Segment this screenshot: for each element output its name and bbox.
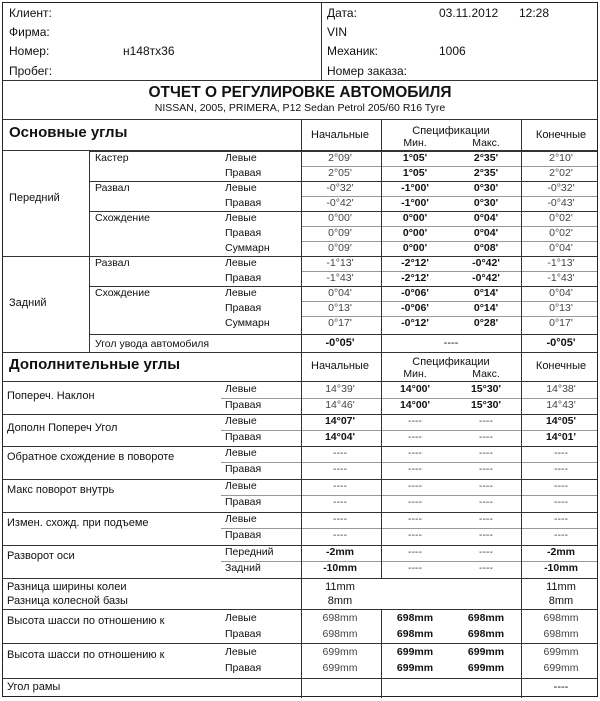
main-row-final: -0°43' <box>547 197 575 209</box>
extra-row-rule <box>221 398 597 399</box>
main-row-rule <box>301 226 597 227</box>
main-row-min: -2°12' <box>401 257 429 269</box>
thrust-final: -0°05' <box>546 337 576 349</box>
main-row-rule <box>301 166 597 167</box>
report-subtitle: NISSAN, 2005, PRIMERA, P12 Sedan Petrol 205/60 R16 Tyre <box>154 102 446 114</box>
extra-row-max: ---- <box>479 447 493 459</box>
height-row-max: 699mm <box>467 646 505 658</box>
height-row-initial: 699mm <box>322 662 358 674</box>
track-diff-final: 11mm <box>546 581 576 593</box>
main-row-initial: 0°09' <box>328 227 352 239</box>
height-row-min: 698mm <box>396 628 434 640</box>
main-col-initial: Начальные <box>311 129 369 141</box>
main-row-rule <box>301 241 597 242</box>
wheelbase-diff-final: 8mm <box>548 595 574 607</box>
height-row-side: Левые <box>225 612 257 624</box>
main-row-initial: 0°13' <box>328 302 352 314</box>
extra-row-initial: 14°39' <box>325 383 355 395</box>
main-row-max: 0°14' <box>473 287 499 299</box>
main-group-rule <box>3 256 597 257</box>
extra-row-final: ---- <box>554 463 568 475</box>
extra-row-rule <box>221 528 597 529</box>
extra-row-initial: 14°07' <box>324 415 356 427</box>
extra-row-final: ---- <box>554 529 568 541</box>
main-row-min: -0°12' <box>401 317 429 329</box>
main-row-side: Левые <box>225 182 257 194</box>
height-group-rule <box>3 643 597 644</box>
extra-group-rule <box>3 545 597 546</box>
main-row-initial: 0°00' <box>328 212 352 224</box>
mechanic-label: Механик: <box>327 44 378 58</box>
extra-row-final: -10mm <box>544 562 578 574</box>
extra-row-min: ---- <box>408 546 422 558</box>
col-line-spec-b <box>381 609 382 698</box>
extra-group-label: Разворот оси <box>7 550 75 562</box>
extra-row-initial: 14°04' <box>324 431 356 443</box>
main-row-side: Правая <box>225 272 262 284</box>
extra-row-final: ---- <box>554 447 568 459</box>
main-row-max: -0°42' <box>472 257 500 269</box>
main-row-min: 1°05' <box>402 152 428 164</box>
main-row-initial: -0°32' <box>326 182 354 194</box>
report-title: ОТЧЕТ О РЕГУЛИРОВКЕ АВТОМОБИЛЯ <box>148 84 452 101</box>
extra-row-side: Левые <box>225 383 257 395</box>
time-value: 12:28 <box>519 6 550 20</box>
extra-col-final: Конечные <box>535 360 587 372</box>
main-row-side: Правая <box>225 227 262 239</box>
main-row-side: Левые <box>225 287 257 299</box>
main-row-min: 0°00' <box>402 227 428 239</box>
height-row-side: Левые <box>225 646 257 658</box>
col-line-final-b <box>521 578 522 698</box>
extra-row-min: ---- <box>408 480 422 492</box>
height-group-label: Высота шасси по отношению к <box>7 615 165 627</box>
extra-row-side: Правая <box>225 529 262 541</box>
extra-row-final: ---- <box>554 480 568 492</box>
main-row-group: Развал <box>95 257 130 269</box>
extra-row-final: 14°38' <box>546 383 576 395</box>
extra-row-side: Левые <box>225 447 257 459</box>
main-row-initial: 0°04' <box>328 287 352 299</box>
main-row-group: Развал <box>95 182 130 194</box>
main-row-initial: 2°05' <box>328 167 352 179</box>
mileage-label: Пробег: <box>9 64 53 78</box>
main-row-max: 0°08' <box>473 242 499 254</box>
number-value: н148тх36 <box>123 44 175 58</box>
front-label: Передний <box>9 192 60 204</box>
extra-row-min: ---- <box>408 447 422 459</box>
client-label: Клиент: <box>9 6 52 20</box>
extra-group-label: Макс поворот внутрь <box>7 484 115 496</box>
rear-label: Задний <box>9 297 47 309</box>
extra-row-min: ---- <box>408 529 422 541</box>
extra-col-spec: Спецификации <box>412 356 490 368</box>
height-row-final: 698mm <box>543 612 579 624</box>
extra-row-initial: ---- <box>333 463 347 475</box>
height-row-max: 698mm <box>467 612 505 624</box>
main-row-side: Правая <box>225 302 262 314</box>
extra-row-side: Правая <box>225 431 262 443</box>
main-row-min: 0°00' <box>402 212 428 224</box>
height-group-rule <box>3 609 597 610</box>
extra-group-label: Попереч. Наклон <box>7 390 95 402</box>
extra-row-side: Правая <box>225 463 262 475</box>
main-row-min: -0°06' <box>401 287 429 299</box>
main-row-side: Левые <box>225 212 257 224</box>
main-row-side: Левые <box>225 257 257 269</box>
frame-top-rule <box>3 678 597 679</box>
firm-label: Фирма: <box>9 25 50 39</box>
header-divider <box>321 3 322 80</box>
main-row-max: 2°35' <box>473 152 499 164</box>
extra-row-final: -2mm <box>546 546 575 558</box>
thrust-label: Угол увода автомобиля <box>95 338 210 350</box>
order-label: Номер заказа: <box>327 64 408 78</box>
main-row-side: Правая <box>225 167 262 179</box>
main-row-initial: 0°17' <box>328 317 352 329</box>
main-row-max: 0°30' <box>473 197 499 209</box>
main-row-max: 0°14' <box>473 302 499 314</box>
extra-col-initial: Начальные <box>311 360 369 372</box>
extra-group-rule <box>3 414 597 415</box>
track-diff-initial: 11mm <box>325 581 355 593</box>
extra-row-max: 15°30' <box>470 399 502 411</box>
extra-row-side: Передний <box>225 546 274 558</box>
extra-section-title: Дополнительные углы <box>9 356 181 373</box>
extra-row-initial: ---- <box>333 480 347 492</box>
col-line-final <box>521 119 522 578</box>
main-row-rule <box>301 301 597 302</box>
main-row-group: Кастер <box>95 152 129 164</box>
height-group-label: Высота шасси по отношению к <box>7 649 165 661</box>
extra-row-initial: ---- <box>333 496 347 508</box>
extra-group-label: Измен. схожд. при подъеме <box>7 517 149 529</box>
extra-row-final: ---- <box>554 513 568 525</box>
main-row-initial: 0°09' <box>328 242 352 254</box>
extra-row-final: ---- <box>554 496 568 508</box>
alignment-report <box>2 2 598 697</box>
thrust-initial: -0°05' <box>325 337 355 349</box>
main-row-final: 0°02' <box>549 212 573 224</box>
extra-group-rule <box>3 512 597 513</box>
main-row-final: -1°13' <box>547 257 575 269</box>
main-row-final: 0°17' <box>549 317 573 329</box>
main-row-initial: -1°13' <box>326 257 354 269</box>
main-row-min: 0°00' <box>402 242 428 254</box>
extra-row-side: Левые <box>225 513 257 525</box>
extra-row-min: ---- <box>408 562 422 574</box>
main-row-final: 0°04' <box>549 242 573 254</box>
extra-row-min: ---- <box>408 496 422 508</box>
extra-row-max: ---- <box>479 513 493 525</box>
main-row-max: -0°42' <box>472 272 500 284</box>
main-row-max: 0°04' <box>473 212 499 224</box>
main-row-final: -0°32' <box>547 182 575 194</box>
main-row-max: 2°35' <box>473 167 499 179</box>
main-row-side: Правая <box>225 197 262 209</box>
extra-row-rule <box>221 430 597 431</box>
extra-row-side: Правая <box>225 496 262 508</box>
col-line-initial <box>301 119 302 578</box>
main-row-min: -1°00' <box>401 182 429 194</box>
main-row-min: -2°12' <box>401 272 429 284</box>
height-row-max: 699mm <box>467 662 505 674</box>
main-row-initial: -0°42' <box>326 197 354 209</box>
main-row-group: Схождение <box>95 287 150 299</box>
main-row-initial: -1°43' <box>326 272 354 284</box>
title-bottom-rule <box>3 119 597 120</box>
extra-row-max: ---- <box>479 415 493 427</box>
extra-row-max: 15°30' <box>470 383 502 395</box>
extra-row-initial: ---- <box>333 513 347 525</box>
main-row-max: 0°30' <box>473 182 499 194</box>
frame-angle-label: Угол рамы <box>7 681 61 693</box>
date-value: 03.11.2012 <box>439 6 499 20</box>
extra-row-max: ---- <box>479 463 493 475</box>
main-row-side: Левые <box>225 152 257 164</box>
extra-group-rule <box>3 446 597 447</box>
extra-row-rule <box>221 495 597 496</box>
main-row-rule <box>301 196 597 197</box>
main-row-final: 2°10' <box>549 152 573 164</box>
extra-row-initial: -2mm <box>325 546 354 558</box>
extra-row-min: ---- <box>408 513 422 525</box>
extra-row-max: ---- <box>479 431 493 443</box>
extra-row-max: ---- <box>479 496 493 508</box>
main-col-min: Мин. <box>403 137 427 149</box>
thrust-spec: ---- <box>443 337 459 349</box>
extra-col-max: Макс. <box>472 368 500 380</box>
extra-row-final: 14°43' <box>546 399 576 411</box>
extra-row-side: Левые <box>225 415 257 427</box>
extra-row-initial: ---- <box>333 529 347 541</box>
track-diff-label: Разница ширины колеи <box>7 581 127 593</box>
extra-row-max: ---- <box>479 529 493 541</box>
extra-row-side: Правая <box>225 399 262 411</box>
main-col-final: Конечные <box>535 129 587 141</box>
frame-angle-final: ---- <box>553 681 569 693</box>
extra-row-max: ---- <box>479 546 493 558</box>
extra-row-side: Левые <box>225 480 257 492</box>
height-row-side: Правая <box>225 662 262 674</box>
extra-group-label: Дополн Попереч Угол <box>7 422 118 434</box>
main-row-final: -1°43' <box>547 272 575 284</box>
extra-row-final: 14°05' <box>545 415 577 427</box>
extra-row-initial: -10mm <box>323 562 357 574</box>
main-row-max: 0°28' <box>473 317 499 329</box>
main-col-max: Макс. <box>472 137 500 149</box>
wheelbase-diff-initial: 8mm <box>327 595 353 607</box>
main-row-min: -0°06' <box>401 302 429 314</box>
extra-row-min: 14°00' <box>399 399 431 411</box>
extra-group-rule <box>3 479 597 480</box>
main-row-group: Схождение <box>95 212 150 224</box>
height-row-final: 699mm <box>543 662 579 674</box>
height-row-min: 699mm <box>396 662 434 674</box>
main-row-initial: 2°09' <box>328 152 352 164</box>
extra-row-min: ---- <box>408 431 422 443</box>
height-row-final: 698mm <box>543 628 579 640</box>
main-row-final: 0°13' <box>549 302 573 314</box>
height-row-min: 698mm <box>396 612 434 624</box>
extra-row-min: ---- <box>408 463 422 475</box>
col-line-initial-b <box>301 578 302 698</box>
header-bottom-rule <box>3 80 597 81</box>
extra-row-max: ---- <box>479 562 493 574</box>
mechanic-value: 1006 <box>439 44 466 58</box>
main-row-min: -1°00' <box>401 197 429 209</box>
height-row-final: 699mm <box>543 646 579 658</box>
extra-row-max: ---- <box>479 480 493 492</box>
main-row-final: 0°04' <box>549 287 573 299</box>
col-line-spec <box>381 119 382 578</box>
main-col-spec: Спецификации <box>412 125 490 137</box>
main-row-max: 0°04' <box>473 227 499 239</box>
date-label: Дата: <box>327 6 357 20</box>
main-row-final: 2°02' <box>549 167 573 179</box>
main-row-rule <box>301 271 597 272</box>
extra-group-label: Обратное схождение в повороте <box>7 451 175 463</box>
height-row-initial: 699mm <box>322 646 358 658</box>
main-row-side: Суммарн <box>225 317 270 329</box>
extra-row-rule <box>221 462 597 463</box>
extra-row-side: Задний <box>225 562 261 574</box>
col-line-group <box>89 150 90 352</box>
vin-label: VIN <box>327 25 348 39</box>
extra-row-min: 14°00' <box>399 383 431 395</box>
height-row-min: 699mm <box>396 646 434 658</box>
extra-row-initial: 14°46' <box>325 399 355 411</box>
extra-row-min: ---- <box>408 415 422 427</box>
wheelbase-diff-label: Разница колесной базы <box>7 595 128 607</box>
extra-header-rule <box>3 381 597 382</box>
extra-col-min: Мин. <box>403 368 427 380</box>
number-label: Номер: <box>9 44 50 58</box>
extra-top-rule <box>3 352 597 353</box>
main-row-rule <box>301 316 597 317</box>
main-row-final: 0°02' <box>549 227 573 239</box>
height-row-initial: 698mm <box>322 628 358 640</box>
main-row-side: Суммарн <box>225 242 270 254</box>
height-row-initial: 698mm <box>322 612 358 624</box>
main-section-title: Основные углы <box>9 124 128 141</box>
extra-row-rule <box>221 561 597 562</box>
track-top-rule <box>3 578 597 579</box>
main-row-min: 1°05' <box>402 167 428 179</box>
height-row-side: Правая <box>225 628 262 640</box>
extra-row-final: 14°01' <box>545 431 577 443</box>
extra-row-initial: ---- <box>333 447 347 459</box>
height-row-max: 698mm <box>467 628 505 640</box>
